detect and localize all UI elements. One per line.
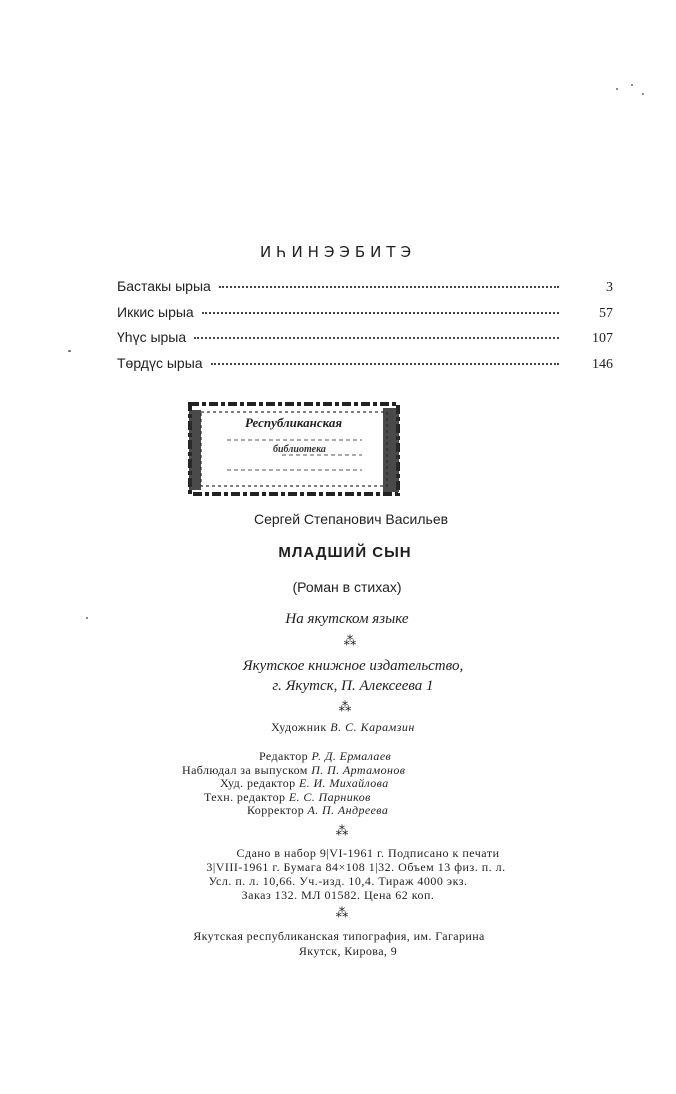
printing-line: 3|VIII-1961 г. Бумага 84×108 1|32. Объем 13 физ. п. л. <box>206 860 506 874</box>
book-language: На якутском языке <box>285 611 409 627</box>
toc-title: Үһүс ырыа <box>117 329 187 345</box>
credit-line <box>182 750 405 764</box>
toc-row <box>117 304 613 330</box>
toc-title: Төрдүс ырыа <box>117 354 203 371</box>
credit-role: Худ. редактор <box>220 776 296 790</box>
printing-line: Усл. п. л. 10,66. Уч.-изд. 10,4. Тираж 4000 экз. <box>208 874 468 888</box>
separator-asterism: ⁂ <box>338 700 352 715</box>
toc-title: Иккис ырыа <box>117 303 194 320</box>
printer-name: Якутская республиканская типография, им. Гагарина <box>193 929 485 943</box>
toc-title: Бастакы ырыа <box>117 278 211 294</box>
stamp-text: библиотека <box>273 444 326 455</box>
credit-name: Е. И. Михайлова <box>298 776 389 790</box>
toc-leader-dots <box>211 363 559 365</box>
credit-line <box>182 764 405 778</box>
artist-credit <box>0 720 676 735</box>
toc-row <box>117 355 613 381</box>
credit-name: Е. С. Парников <box>288 789 371 804</box>
publisher-address: г. Якутск, П. Алексеева 1 <box>272 678 434 694</box>
toc-page-number: 57 <box>599 305 613 321</box>
editorial-credits <box>182 750 405 818</box>
paper-speck <box>616 88 618 90</box>
credit-role: Наблюдал за выпуском <box>182 762 308 777</box>
publisher-name: Якутское книжное издательство, <box>242 658 464 674</box>
printing-details <box>0 846 676 902</box>
printing-line: Сдано в набор 9|VI-1961 г. Подписано к печати <box>236 846 500 860</box>
separator-asterism: ⁂ <box>335 824 349 839</box>
library-stamp-graphic <box>187 400 405 500</box>
credit-line <box>182 804 405 818</box>
stamp-text: Республиканская <box>245 415 343 430</box>
credit-role: Редактор <box>259 749 309 763</box>
toc-row <box>117 329 613 355</box>
credit-role: Техн. редактор <box>204 789 286 804</box>
separator-asterism: ⁂ <box>335 906 349 921</box>
credit-line <box>182 777 405 791</box>
paper-speck <box>631 84 633 86</box>
paper-speck <box>642 93 644 95</box>
printing-line: Заказ 132. МЛ 01582. Цена 62 коп. <box>241 888 435 902</box>
credit-name: А. П. Андреева <box>307 803 389 817</box>
credit-role: Корректор <box>247 803 305 817</box>
printer-address: Якутск, Кирова, 9 <box>298 944 398 958</box>
artist-name: В. С. Карамзин <box>330 720 415 734</box>
toc-page-number: 3 <box>606 280 613 295</box>
printer-info <box>0 929 676 959</box>
library-stamp <box>187 400 405 500</box>
toc-leader-dots <box>194 337 559 339</box>
credit-name: П. П. Артамонов <box>311 762 406 777</box>
toc-row <box>117 278 613 304</box>
paper-speck <box>68 350 71 352</box>
book-title: МЛАДШИЙ СЫН <box>278 544 412 561</box>
toc-page-number: 146 <box>592 356 613 372</box>
contents-heading: ИҺИНЭЭБИТЭ <box>259 243 417 261</box>
book-author: Сергей Степанович Васильев <box>253 511 449 527</box>
credit-line <box>182 791 405 805</box>
toc-leader-dots <box>202 312 559 314</box>
paper-speck <box>86 617 88 619</box>
credit-name: Р. Д. Ермалаев <box>311 749 392 763</box>
publisher-info <box>0 656 676 696</box>
artist-role: Художник <box>271 720 327 734</box>
table-of-contents <box>117 278 613 380</box>
book-subtitle: (Роман в стихах) <box>292 579 402 595</box>
toc-leader-dots <box>219 286 559 288</box>
toc-page-number: 107 <box>592 331 613 346</box>
separator-asterism: ⁂ <box>343 634 357 649</box>
